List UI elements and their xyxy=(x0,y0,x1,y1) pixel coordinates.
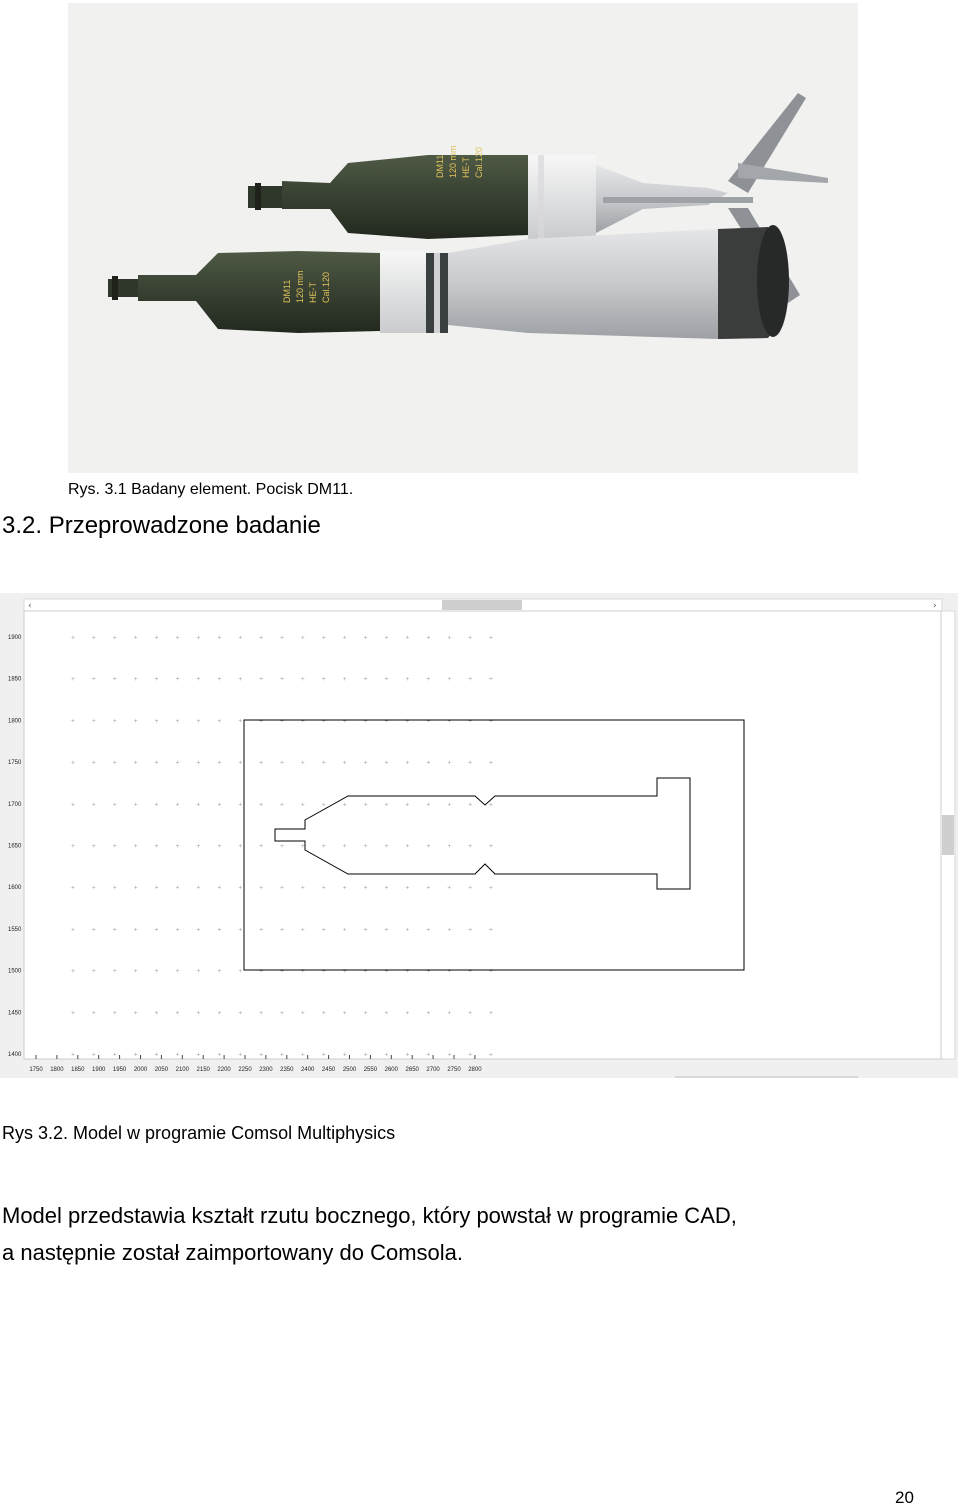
grid-point: + xyxy=(447,968,452,975)
vertical-scrollbar-thumb[interactable] xyxy=(942,815,954,855)
grid-point: + xyxy=(238,760,243,767)
grid-point: + xyxy=(91,1052,97,1058)
grid-point: + xyxy=(112,801,117,808)
grid-point: + xyxy=(175,843,180,850)
comsol-geometry-view xyxy=(0,593,958,1078)
grid-point: + xyxy=(70,760,76,767)
grid-point: + xyxy=(258,801,264,808)
grid-point: + xyxy=(467,926,473,933)
grid-point: + xyxy=(405,760,410,767)
grid-point: + xyxy=(91,926,97,933)
x-tick-label: 2050 xyxy=(154,1067,169,1073)
grid-point: + xyxy=(488,1010,494,1017)
grid-point: + xyxy=(300,843,306,850)
grid-point: + xyxy=(70,926,76,933)
grid-point: + xyxy=(175,1010,180,1017)
grid-point: + xyxy=(488,801,494,808)
body-line-2: a następnie został zaimportowany do Comsola. xyxy=(2,1240,464,1265)
x-tick-label: 2250 xyxy=(238,1067,252,1073)
grid-point: + xyxy=(91,635,97,641)
plot-area[interactable] xyxy=(24,611,941,1059)
horizontal-scrollbar-thumb[interactable] xyxy=(442,600,522,610)
x-tick-label: 2600 xyxy=(384,1067,398,1073)
figure-2-caption: Rys 3.2. Model w programie Comsol Multiphysics xyxy=(2,1123,396,1143)
x-tick-label: 2350 xyxy=(280,1067,294,1073)
svg-text:DM11: DM11 xyxy=(435,154,445,178)
grid-point: + xyxy=(384,718,389,725)
grid-point: + xyxy=(300,760,306,767)
grid-point: + xyxy=(196,760,201,767)
grid-point: + xyxy=(321,1010,326,1017)
y-tick-label: 1450 xyxy=(8,1010,22,1017)
grid-point: + xyxy=(133,801,138,808)
grid-point: + xyxy=(258,968,264,975)
grid-point: + xyxy=(154,801,159,808)
y-tick-label: 1600 xyxy=(8,885,22,892)
grid-point: + xyxy=(447,635,452,641)
grid-point: + xyxy=(405,635,410,641)
grid-point: + xyxy=(196,843,201,850)
grid-point: + xyxy=(342,885,347,892)
grid-point: + xyxy=(405,968,410,975)
grid-point: + xyxy=(384,1010,389,1017)
grid-point: + xyxy=(258,1052,264,1058)
grid-point: + xyxy=(112,885,117,892)
x-tick-label: 1950 xyxy=(112,1067,127,1073)
grid-point: + xyxy=(91,968,97,975)
grid-point: + xyxy=(70,801,76,808)
grid-point: + xyxy=(363,885,368,892)
grid-point: + xyxy=(175,926,180,933)
grid-point: + xyxy=(447,676,452,683)
grid-point: + xyxy=(447,1052,452,1058)
grid-point: + xyxy=(447,926,452,933)
grid-point: + xyxy=(488,718,494,725)
grid-point: + xyxy=(154,1052,159,1058)
grid-point: + xyxy=(279,718,285,725)
x-tick-label: 2700 xyxy=(426,1067,440,1073)
grid-point: + xyxy=(384,926,389,933)
grid-point: + xyxy=(467,635,473,641)
grid-point: + xyxy=(384,968,389,975)
grid-point: + xyxy=(300,885,306,892)
grid-point: + xyxy=(70,635,76,641)
grid-point: + xyxy=(342,843,347,850)
grid-point: + xyxy=(321,635,326,641)
grid-point: + xyxy=(154,968,159,975)
grid-point: + xyxy=(384,676,389,683)
body-paragraph xyxy=(2,1197,952,1271)
x-tick-label: 2000 xyxy=(133,1067,148,1073)
grid-point: + xyxy=(217,926,222,933)
grid-point: + xyxy=(258,718,264,725)
grid-point: + xyxy=(217,635,222,641)
grid-point: + xyxy=(154,676,159,683)
grid-point: + xyxy=(426,676,431,683)
y-tick-label: 1850 xyxy=(8,676,22,683)
grid-point: + xyxy=(91,843,97,850)
grid-point: + xyxy=(426,635,431,641)
y-tick-label: 1900 xyxy=(8,635,22,641)
grid-point: + xyxy=(196,718,201,725)
grid-point: + xyxy=(112,968,117,975)
grid-point: + xyxy=(363,801,368,808)
grid-point: + xyxy=(70,968,76,975)
grid-point: + xyxy=(342,1010,347,1017)
grid-point: + xyxy=(467,968,473,975)
grid-point: + xyxy=(196,635,201,641)
svg-text:Cal.120: Cal.120 xyxy=(474,146,484,178)
projectile-photo xyxy=(68,3,858,473)
grid-point: + xyxy=(112,635,117,641)
y-tick-label: 1750 xyxy=(8,760,22,767)
grid-point: + xyxy=(196,1052,201,1058)
grid-point: + xyxy=(321,1052,326,1058)
y-tick-label: 1650 xyxy=(8,843,22,850)
grid-point: + xyxy=(447,760,452,767)
grid-point: + xyxy=(467,843,473,850)
grid-point: + xyxy=(426,718,431,725)
svg-text:HE-T: HE-T xyxy=(461,157,471,178)
grid-point: + xyxy=(384,843,389,850)
grid-point: + xyxy=(258,635,264,641)
grid-point: + xyxy=(447,843,452,850)
grid-point: + xyxy=(321,718,326,725)
grid-point: + xyxy=(342,968,347,975)
grid-point: + xyxy=(488,676,494,683)
grid-point: + xyxy=(196,968,201,975)
x-tick-label: 1850 xyxy=(71,1067,85,1073)
grid-point: + xyxy=(91,885,97,892)
svg-text:Cal.120: Cal.120 xyxy=(321,271,331,303)
grid-point: + xyxy=(279,1010,285,1017)
grid-point: + xyxy=(426,885,431,892)
grid-point: + xyxy=(405,926,410,933)
grid-point: + xyxy=(175,885,180,892)
grid-point: + xyxy=(238,885,243,892)
grid-point: + xyxy=(217,718,222,725)
grid-point: + xyxy=(426,1010,431,1017)
grid-point: + xyxy=(175,718,180,725)
grid-point: + xyxy=(488,1052,494,1058)
grid-point: + xyxy=(405,843,410,850)
grid-point: + xyxy=(447,1010,452,1017)
x-tick-label: 2200 xyxy=(217,1067,231,1073)
page-number: 20 xyxy=(895,1488,914,1507)
section-heading: 3.2. Przeprowadzone badanie xyxy=(2,512,321,539)
grid-point: + xyxy=(217,676,222,683)
grid-point: + xyxy=(342,926,347,933)
grid-point: + xyxy=(426,1052,431,1058)
grid-point: + xyxy=(279,1052,285,1058)
svg-text:120 mm: 120 mm xyxy=(448,145,458,178)
grid-point: + xyxy=(363,1010,368,1017)
grid-point: + xyxy=(300,1010,306,1017)
grid-point: + xyxy=(70,676,76,683)
grid-point: + xyxy=(70,718,76,725)
grid-point: + xyxy=(70,1052,76,1058)
body-line-1: Model przedstawia kształt rzutu bocznego, który powstał w programie CAD, xyxy=(2,1203,737,1228)
grid-point: + xyxy=(258,1010,264,1017)
grid-point: + xyxy=(467,760,473,767)
grid-point: + xyxy=(405,801,410,808)
grid-point: + xyxy=(279,635,285,641)
grid-point: + xyxy=(279,843,285,850)
grid-point: + xyxy=(447,801,452,808)
grid-point: + xyxy=(217,1052,222,1058)
svg-text:HE-T: HE-T xyxy=(308,282,318,303)
grid-point: + xyxy=(91,801,97,808)
grid-point: + xyxy=(258,843,264,850)
grid-point: + xyxy=(133,635,138,641)
grid-point: + xyxy=(91,760,97,767)
x-tick-label: 1750 xyxy=(29,1067,43,1073)
grid-point: + xyxy=(154,635,159,641)
grid-point: + xyxy=(175,760,180,767)
grid-point: + xyxy=(175,968,180,975)
grid-point: + xyxy=(133,968,138,975)
grid-point: + xyxy=(384,760,389,767)
grid-point: + xyxy=(488,635,494,641)
x-tick-label: 1900 xyxy=(92,1067,106,1073)
grid-point: + xyxy=(363,676,368,683)
grid-point: + xyxy=(217,885,222,892)
grid-point: + xyxy=(405,1052,410,1058)
grid-point: + xyxy=(154,718,159,725)
grid-point: + xyxy=(133,885,138,892)
grid-point: + xyxy=(426,926,431,933)
grid-point: + xyxy=(154,843,159,850)
grid-point: + xyxy=(133,843,138,850)
grid-point: + xyxy=(112,843,117,850)
grid-point: + xyxy=(384,885,389,892)
grid-point: + xyxy=(488,968,494,975)
grid-point: + xyxy=(112,718,117,725)
grid-point: + xyxy=(426,801,431,808)
x-tick-label: 1800 xyxy=(50,1067,64,1073)
grid-point: + xyxy=(154,1010,159,1017)
grid-point: + xyxy=(405,676,410,683)
grid-point: + xyxy=(196,1010,201,1017)
grid-point: + xyxy=(342,801,347,808)
grid-point: + xyxy=(488,926,494,933)
grid-point: + xyxy=(384,1052,389,1058)
grid-point: + xyxy=(363,1052,368,1058)
grid-point: + xyxy=(258,676,264,683)
x-tick-label: 2150 xyxy=(196,1067,210,1073)
grid-point: + xyxy=(321,926,326,933)
grid-point: + xyxy=(238,1010,243,1017)
grid-point: + xyxy=(342,1052,347,1058)
grid-point: + xyxy=(300,635,306,641)
grid-point: + xyxy=(70,885,76,892)
grid-point: + xyxy=(238,968,243,975)
grid-point: + xyxy=(426,760,431,767)
x-tick-label: 2100 xyxy=(175,1067,189,1073)
grid-point: + xyxy=(133,1052,138,1058)
grid-point: + xyxy=(342,760,347,767)
x-tick-label: 2750 xyxy=(447,1067,461,1073)
grid-point: + xyxy=(133,1010,138,1017)
grid-point: + xyxy=(279,968,285,975)
scroll-left-icon[interactable]: ‹ xyxy=(28,601,32,611)
grid-point: + xyxy=(258,926,264,933)
figure-1-caption: Rys. 3.1 Badany element. Pocisk DM11. xyxy=(68,481,354,498)
grid-point: + xyxy=(70,843,76,850)
grid-point: + xyxy=(321,760,326,767)
grid-point: + xyxy=(321,968,326,975)
grid-point: + xyxy=(405,885,410,892)
grid-point: + xyxy=(467,801,473,808)
grid-point: + xyxy=(154,760,159,767)
x-tick-label: 2450 xyxy=(321,1067,336,1073)
grid-point: + xyxy=(238,676,243,683)
grid-point: + xyxy=(488,885,494,892)
scroll-right-icon[interactable]: › xyxy=(933,601,937,611)
grid-point: + xyxy=(217,801,222,808)
grid-point: + xyxy=(133,676,138,683)
x-tick-label: 2500 xyxy=(342,1067,357,1073)
grid-point: + xyxy=(217,843,222,850)
grid-point: + xyxy=(279,676,285,683)
grid-point: + xyxy=(217,1010,222,1017)
y-tick-label: 1400 xyxy=(8,1052,22,1058)
svg-text:DM11: DM11 xyxy=(282,279,292,303)
grid-point: + xyxy=(279,885,285,892)
grid-point: + xyxy=(467,676,473,683)
grid-point: + xyxy=(258,885,264,892)
grid-point: + xyxy=(279,926,285,933)
grid-point: + xyxy=(175,635,180,641)
grid-point: + xyxy=(238,635,243,641)
grid-point: + xyxy=(405,1010,410,1017)
grid-point: + xyxy=(321,885,326,892)
y-tick-label: 1800 xyxy=(8,718,22,725)
grid-point: + xyxy=(196,676,201,683)
grid-point: + xyxy=(467,1052,473,1058)
svg-text:120 mm: 120 mm xyxy=(295,270,305,303)
grid-point: + xyxy=(321,676,326,683)
grid-point: + xyxy=(196,885,201,892)
grid-point: + xyxy=(238,1052,243,1058)
grid-point: + xyxy=(300,968,306,975)
y-tick-label: 1500 xyxy=(8,968,22,975)
grid-point: + xyxy=(91,676,97,683)
grid-point: + xyxy=(238,926,243,933)
grid-point: + xyxy=(196,801,201,808)
grid-point: + xyxy=(70,1010,76,1017)
x-tick-label: 2400 xyxy=(301,1067,315,1073)
grid-point: + xyxy=(300,718,306,725)
grid-point: + xyxy=(426,968,431,975)
grid-point: + xyxy=(175,676,180,683)
grid-point: + xyxy=(112,760,117,767)
grid-point: + xyxy=(175,1052,180,1058)
grid-point: + xyxy=(384,635,389,641)
grid-point: + xyxy=(112,926,117,933)
grid-point: + xyxy=(133,926,138,933)
grid-point: + xyxy=(300,1052,306,1058)
grid-point: + xyxy=(447,718,452,725)
grid-point: + xyxy=(238,843,243,850)
grid-point: + xyxy=(217,968,222,975)
grid-point: + xyxy=(112,676,117,683)
grid-point: + xyxy=(238,801,243,808)
grid-point: + xyxy=(217,760,222,767)
grid-point: + xyxy=(279,801,285,808)
grid-point: + xyxy=(300,926,306,933)
grid-point: + xyxy=(363,843,368,850)
grid-point: + xyxy=(488,843,494,850)
grid-point: + xyxy=(363,968,368,975)
x-tick-label: 2300 xyxy=(259,1067,273,1073)
grid-point: + xyxy=(112,1052,117,1058)
grid-point: + xyxy=(133,718,138,725)
grid-point: + xyxy=(154,926,159,933)
y-tick-label: 1550 xyxy=(8,926,22,933)
grid-point: + xyxy=(384,801,389,808)
grid-point: + xyxy=(238,718,243,725)
grid-point: + xyxy=(91,1010,97,1017)
grid-point: + xyxy=(342,718,347,725)
grid-point: + xyxy=(363,926,368,933)
grid-point: + xyxy=(467,718,473,725)
grid-point: + xyxy=(342,635,347,641)
grid-point: + xyxy=(342,676,347,683)
grid-point: + xyxy=(196,926,201,933)
grid-point: + xyxy=(133,760,138,767)
x-tick-label: 2550 xyxy=(363,1067,378,1073)
grid-point: + xyxy=(467,1010,473,1017)
grid-point: + xyxy=(175,801,180,808)
grid-point: + xyxy=(258,760,264,767)
x-tick-label: 2650 xyxy=(405,1067,419,1073)
y-tick-label: 1700 xyxy=(8,801,22,808)
x-tick-label: 2800 xyxy=(468,1067,482,1073)
grid-point: + xyxy=(300,676,306,683)
grid-point: + xyxy=(363,635,368,641)
grid-point: + xyxy=(467,885,473,892)
grid-point: + xyxy=(91,718,97,725)
grid-point: + xyxy=(426,843,431,850)
grid-point: + xyxy=(154,885,159,892)
grid-point: + xyxy=(488,760,494,767)
projectile-bottom xyxy=(108,225,789,339)
grid-point: + xyxy=(300,801,306,808)
grid-point: + xyxy=(112,1010,117,1017)
grid-point: + xyxy=(447,885,452,892)
grid-point: + xyxy=(405,718,410,725)
grid-point: + xyxy=(363,760,368,767)
grid-point: + xyxy=(321,801,326,808)
grid-point: + xyxy=(363,718,368,725)
grid-point: + xyxy=(321,843,326,850)
grid-point: + xyxy=(279,760,285,767)
